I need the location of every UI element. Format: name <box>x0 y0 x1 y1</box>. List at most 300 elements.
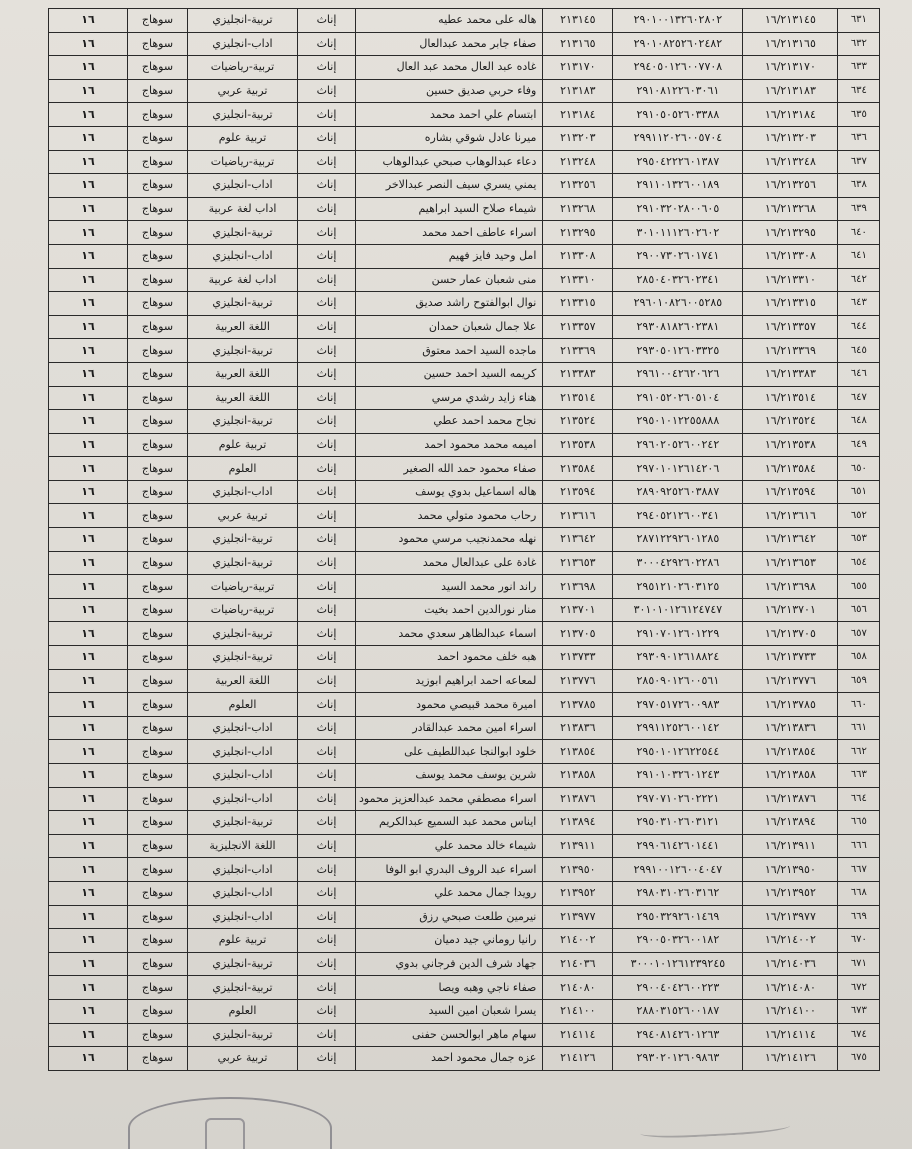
row-number-cell: ٦٥٨ <box>838 646 880 670</box>
row-number-cell: ٦٣٢ <box>838 32 880 56</box>
table-row <box>49 244 880 268</box>
governorate-cell: سوهاج <box>128 410 188 434</box>
gender-cell: إناث <box>298 457 356 481</box>
seat-number-cell: ١٦/٢١٣١٦٥ <box>743 32 838 56</box>
gender-cell: إناث <box>298 881 356 905</box>
table-row <box>49 858 880 882</box>
seat-number-cell: ١٦/٢١٣٦٩٨ <box>743 575 838 599</box>
grade-cell: ١٦ <box>49 386 128 410</box>
row-number-cell: ٦٧٠ <box>838 929 880 953</box>
department-cell: تربية-انجليزي <box>188 103 298 127</box>
row-number-cell: ٦٣٩ <box>838 197 880 221</box>
governorate-cell: سوهاج <box>128 103 188 127</box>
gender-cell: إناث <box>298 339 356 363</box>
national-id-cell: ٢٩٨٠٣١٠٢٦٠٣١٦٢ <box>613 881 743 905</box>
code-cell: ٢١٣٣٨٣ <box>543 362 613 386</box>
name-cell: راند انور محمد السيد <box>356 575 543 599</box>
department-cell: تربية علوم <box>188 126 298 150</box>
department-cell: العلوم <box>188 693 298 717</box>
gender-cell: إناث <box>298 646 356 670</box>
row-number-cell: ٦٣٦ <box>838 126 880 150</box>
code-cell: ٢١٣٥٨٤ <box>543 457 613 481</box>
seat-number-cell: ١٦/٢١٣٧٠٥ <box>743 622 838 646</box>
row-number-cell: ٦٧٥ <box>838 1047 880 1071</box>
code-cell: ٢١٣٧٣٣ <box>543 646 613 670</box>
seat-number-cell: ١٦/٢١٣٧٨٥ <box>743 693 838 717</box>
grade-cell: ١٦ <box>49 79 128 103</box>
table-row <box>49 598 880 622</box>
gender-cell: إناث <box>298 480 356 504</box>
row-number-cell: ٦٦٦ <box>838 834 880 858</box>
department-cell: تربية عربي <box>188 1047 298 1071</box>
department-cell: العلوم <box>188 999 298 1023</box>
row-number-cell: ٦٥٦ <box>838 598 880 622</box>
national-id-cell: ٢٩٩١٠٠١٢٦٠٠٤٠٤٧ <box>613 858 743 882</box>
national-id-cell: ٢٩٥٠٣١٠٢٦٠٣١٢١ <box>613 811 743 835</box>
grade-cell: ١٦ <box>49 1023 128 1047</box>
name-cell: كريمه السيد احمد حسين <box>356 362 543 386</box>
gender-cell: إناث <box>298 551 356 575</box>
national-id-cell: ٢٩٠٠٧٣٠٢٦٠١٧٤١ <box>613 244 743 268</box>
gender-cell: إناث <box>298 787 356 811</box>
row-number-cell: ٦٦٥ <box>838 811 880 835</box>
national-id-cell: ٢٩٧٠٧١٠٢٦٠٢٢٢١ <box>613 787 743 811</box>
department-cell: اداب-انجليزي <box>188 764 298 788</box>
seat-number-cell: ١٦/٢١٣٣٨٣ <box>743 362 838 386</box>
grade-cell: ١٦ <box>49 150 128 174</box>
gender-cell: إناث <box>298 598 356 622</box>
table-row <box>49 787 880 811</box>
governorate-cell: سوهاج <box>128 528 188 552</box>
governorate-cell: سوهاج <box>128 646 188 670</box>
seat-number-cell: ١٦/٢١٣٧٧٦ <box>743 669 838 693</box>
table-row <box>49 999 880 1023</box>
department-cell: تربية-انجليزي <box>188 976 298 1000</box>
gender-cell: إناث <box>298 386 356 410</box>
table-row <box>49 362 880 386</box>
name-cell: سهام ماهر ابوالحسن حفنى <box>356 1023 543 1047</box>
department-cell: تربية-انجليزي <box>188 221 298 245</box>
grade-cell: ١٦ <box>49 362 128 386</box>
table-row <box>49 622 880 646</box>
code-cell: ٢١٣٥٩٤ <box>543 480 613 504</box>
code-cell: ٢١٣٢٦٨ <box>543 197 613 221</box>
row-number-cell: ٦٧٤ <box>838 1023 880 1047</box>
national-id-cell: ٢٩١١٠١٣٢٦٠٠١٨٩ <box>613 174 743 198</box>
row-number-cell: ٦٦٠ <box>838 693 880 717</box>
name-cell: غادة على عبدالعال محمد <box>356 551 543 575</box>
row-number-cell: ٦٤٢ <box>838 268 880 292</box>
code-cell: ٢١٤٠٨٠ <box>543 976 613 1000</box>
governorate-cell: سوهاج <box>128 197 188 221</box>
governorate-cell: سوهاج <box>128 504 188 528</box>
name-cell: هناء زايد رشدي مرسي <box>356 386 543 410</box>
table-row <box>49 315 880 339</box>
code-cell: ٢١٣٩١١ <box>543 834 613 858</box>
gender-cell: إناث <box>298 764 356 788</box>
grade-cell: ١٦ <box>49 339 128 363</box>
row-number-cell: ٦٧٢ <box>838 976 880 1000</box>
code-cell: ٢١٣٦١٦ <box>543 504 613 528</box>
department-cell: اللغة العربية <box>188 669 298 693</box>
gender-cell: إناث <box>298 999 356 1023</box>
row-number-cell: ٦٦١ <box>838 716 880 740</box>
national-id-cell: ٢٩٠٠٥٠٣٢٦٠٠١٨٢ <box>613 929 743 953</box>
department-cell: تربية-انجليزي <box>188 1023 298 1047</box>
gender-cell: إناث <box>298 150 356 174</box>
table-row <box>49 79 880 103</box>
seat-number-cell: ١٦/٢١٣٣٠٨ <box>743 244 838 268</box>
row-number-cell: ٦٦٤ <box>838 787 880 811</box>
national-id-cell: ٢٩٤٠٥٠١٢٦٠٠٧٧٠٨ <box>613 56 743 80</box>
governorate-cell: سوهاج <box>128 693 188 717</box>
table-row <box>49 716 880 740</box>
name-cell: اميمه محمد محمود احمد <box>356 433 543 457</box>
gender-cell: إناث <box>298 575 356 599</box>
seat-number-cell: ١٦/٢١٣١٧٠ <box>743 56 838 80</box>
signature <box>640 1116 791 1140</box>
name-cell: ماجده السيد احمد معتوق <box>356 339 543 363</box>
national-id-cell: ٢٨٩٠٩٢٥٢٦٠٣٨٨٧ <box>613 480 743 504</box>
code-cell: ٢١٤٠٠٢ <box>543 929 613 953</box>
grade-cell: ١٦ <box>49 56 128 80</box>
grade-cell: ١٦ <box>49 221 128 245</box>
governorate-cell: سوهاج <box>128 811 188 835</box>
table-row <box>49 952 880 976</box>
governorate-cell: سوهاج <box>128 669 188 693</box>
national-id-cell: ٢٨٥٠٩٠١٢٦٠٠٥٦١ <box>613 669 743 693</box>
table-row <box>49 669 880 693</box>
governorate-cell: سوهاج <box>128 174 188 198</box>
code-cell: ٢١٣٢٤٨ <box>543 150 613 174</box>
governorate-cell: سوهاج <box>128 881 188 905</box>
table-row <box>49 834 880 858</box>
row-number-cell: ٦٦٣ <box>838 764 880 788</box>
governorate-cell: سوهاج <box>128 292 188 316</box>
gender-cell: إناث <box>298 834 356 858</box>
grade-cell: ١٦ <box>49 126 128 150</box>
code-cell: ٢١٣١٨٣ <box>543 79 613 103</box>
code-cell: ٢١٣٩٥٢ <box>543 881 613 905</box>
seat-number-cell: ١٦/٢١٣٩٧٧ <box>743 905 838 929</box>
department-cell: تربية عربي <box>188 504 298 528</box>
governorate-cell: سوهاج <box>128 1047 188 1071</box>
gender-cell: إناث <box>298 504 356 528</box>
grade-cell: ١٦ <box>49 32 128 56</box>
code-cell: ٢١٣١٤٥ <box>543 9 613 33</box>
national-id-cell: ٣٠١٠١٠١٢٦١٢٤٧٤٧ <box>613 598 743 622</box>
seat-number-cell: ١٦/٢١٣٦٤٢ <box>743 528 838 552</box>
grade-cell: ١٦ <box>49 410 128 434</box>
code-cell: ٢١٣٢٠٣ <box>543 126 613 150</box>
grade-cell: ١٦ <box>49 834 128 858</box>
table-row <box>49 197 880 221</box>
national-id-cell: ٢٩٦١٠٠٤٢٦٢٠٦٢٦ <box>613 362 743 386</box>
seat-number-cell: ١٦/٢١٤٠٣٦ <box>743 952 838 976</box>
name-cell: يسرا شعبان امين السيد <box>356 999 543 1023</box>
grade-cell: ١٦ <box>49 952 128 976</box>
national-id-cell: ٢٩٥٠٣٢٩٢٦٠١٤٦٩ <box>613 905 743 929</box>
grade-cell: ١٦ <box>49 646 128 670</box>
grade-cell: ١٦ <box>49 881 128 905</box>
row-number-cell: ٦٧١ <box>838 952 880 976</box>
governorate-cell: سوهاج <box>128 315 188 339</box>
seat-number-cell: ١٦/٢١٣٨٩٤ <box>743 811 838 835</box>
table-row <box>49 339 880 363</box>
department-cell: اللغة الانجليزية <box>188 834 298 858</box>
governorate-cell: سوهاج <box>128 716 188 740</box>
code-cell: ٢١٤٠٣٦ <box>543 952 613 976</box>
national-id-cell: ٢٩١٠٥٠٥٢٦٠٣٣٨٨ <box>613 103 743 127</box>
governorate-cell: سوهاج <box>128 976 188 1000</box>
table-row <box>49 1023 880 1047</box>
grade-cell: ١٦ <box>49 622 128 646</box>
name-cell: خلود ابوالنجا عبداللطيف على <box>356 740 543 764</box>
table-row <box>49 56 880 80</box>
seat-number-cell: ١٦/٢١٣٨٣٦ <box>743 716 838 740</box>
table-row <box>49 976 880 1000</box>
department-cell: اداب-انجليزي <box>188 244 298 268</box>
row-number-cell: ٦٦٩ <box>838 905 880 929</box>
table-row <box>49 150 880 174</box>
gender-cell: إناث <box>298 56 356 80</box>
name-cell: غاده عبد العال محمد عبد العال <box>356 56 543 80</box>
governorate-cell: سوهاج <box>128 999 188 1023</box>
department-cell: تربية-انجليزي <box>188 292 298 316</box>
governorate-cell: سوهاج <box>128 268 188 292</box>
grade-cell: ١٦ <box>49 433 128 457</box>
national-id-cell: ٢٩٣٠٩٠١٢٦١٨٨٢٤ <box>613 646 743 670</box>
seat-number-cell: ١٦/٢١٤١٠٠ <box>743 999 838 1023</box>
name-cell: شيماء صلاح السيد ابراهيم <box>356 197 543 221</box>
code-cell: ٢١٤١٢٦ <box>543 1047 613 1071</box>
governorate-cell: سوهاج <box>128 622 188 646</box>
department-cell: اداب-انجليزي <box>188 740 298 764</box>
national-id-cell: ٢٩٥٠٤٢٢٢٦٠١٣٨٧ <box>613 150 743 174</box>
grade-cell: ١٦ <box>49 1047 128 1071</box>
table-row <box>49 905 880 929</box>
code-cell: ٢١٤١٠٠ <box>543 999 613 1023</box>
grade-cell: ١٦ <box>49 528 128 552</box>
seat-number-cell: ١٦/٢١٣٩٥٠ <box>743 858 838 882</box>
row-number-cell: ٦٣١ <box>838 9 880 33</box>
gender-cell: إناث <box>298 693 356 717</box>
department-cell: تربية-انجليزي <box>188 952 298 976</box>
gender-cell: إناث <box>298 9 356 33</box>
gender-cell: إناث <box>298 740 356 764</box>
table-row <box>49 504 880 528</box>
gender-cell: إناث <box>298 622 356 646</box>
row-number-cell: ٦٥٢ <box>838 504 880 528</box>
row-number-cell: ٦٤٠ <box>838 221 880 245</box>
governorate-cell: سوهاج <box>128 362 188 386</box>
gender-cell: إناث <box>298 103 356 127</box>
national-id-cell: ٢٩٥١٢١٠٢٦٠٣١٢٥ <box>613 575 743 599</box>
table-row <box>49 1047 880 1071</box>
name-cell: صفاء محمود حمد الله الصغير <box>356 457 543 481</box>
table-row <box>49 457 880 481</box>
department-cell: اللغة العربية <box>188 386 298 410</box>
grade-cell: ١٦ <box>49 268 128 292</box>
table-row <box>49 174 880 198</box>
row-number-cell: ٦٥٤ <box>838 551 880 575</box>
code-cell: ٢١٣٨٣٦ <box>543 716 613 740</box>
seat-number-cell: ١٦/٢١٣١٨٤ <box>743 103 838 127</box>
table-row <box>49 646 880 670</box>
national-id-cell: ٢٩١٠٣٢٠٢٨٠٠٦٠٥ <box>613 197 743 221</box>
governorate-cell: سوهاج <box>128 858 188 882</box>
grade-cell: ١٦ <box>49 480 128 504</box>
department-cell: اداب-انجليزي <box>188 716 298 740</box>
grade-cell: ١٦ <box>49 598 128 622</box>
grade-cell: ١٦ <box>49 740 128 764</box>
gender-cell: إناث <box>298 174 356 198</box>
national-id-cell: ٢٩٩١١٢٥٢٦٠٠١٤٢ <box>613 716 743 740</box>
grade-cell: ١٦ <box>49 787 128 811</box>
grade-cell: ١٦ <box>49 811 128 835</box>
table-row <box>49 929 880 953</box>
code-cell: ٢١٣٨٧٦ <box>543 787 613 811</box>
name-cell: هاله اسماعيل بدوي يوسف <box>356 480 543 504</box>
code-cell: ٢١٣٥٢٤ <box>543 410 613 434</box>
national-id-cell: ٢٩٠٠٤٠٤٢٦٠٠٢٢٣ <box>613 976 743 1000</box>
grade-cell: ١٦ <box>49 693 128 717</box>
name-cell: هاله على محمد عطيه <box>356 9 543 33</box>
governorate-cell: سوهاج <box>128 929 188 953</box>
name-cell: شرين يوسف محمد يوسف <box>356 764 543 788</box>
department-cell: اداب-انجليزي <box>188 858 298 882</box>
governorate-cell: سوهاج <box>128 9 188 33</box>
department-cell: تربية-رياضيات <box>188 56 298 80</box>
gender-cell: إناث <box>298 1023 356 1047</box>
name-cell: نيرمين طلعت صبحي رزق <box>356 905 543 929</box>
seat-number-cell: ١٦/٢١٣٥١٤ <box>743 386 838 410</box>
seat-number-cell: ١٦/٢١٣٨٧٦ <box>743 787 838 811</box>
code-cell: ٢١٣١٨٤ <box>543 103 613 127</box>
name-cell: علا جمال شعبان حمدان <box>356 315 543 339</box>
seat-number-cell: ١٦/٢١٣٣١٥ <box>743 292 838 316</box>
seat-number-cell: ١٦/٢١٣٢٥٦ <box>743 174 838 198</box>
table-row <box>49 693 880 717</box>
row-number-cell: ٦٦٧ <box>838 858 880 882</box>
department-cell: العلوم <box>188 457 298 481</box>
name-cell: رحاب محمود متولي محمد <box>356 504 543 528</box>
seat-number-cell: ١٦/٢١٣١٤٥ <box>743 9 838 33</box>
national-id-cell: ٢٩٤٠٥٢١٢٦٠٠٣٤١ <box>613 504 743 528</box>
department-cell: اداب-انجليزي <box>188 905 298 929</box>
table-row <box>49 480 880 504</box>
code-cell: ٢١٣١٧٠ <box>543 56 613 80</box>
national-id-cell: ٢٩١٠١٠٣٢٦٠١٢٤٣ <box>613 764 743 788</box>
row-number-cell: ٦٤٣ <box>838 292 880 316</box>
grade-cell: ١٦ <box>49 858 128 882</box>
grade-cell: ١٦ <box>49 905 128 929</box>
national-id-cell: ٢٩٦٠١٠٨٢٦٠٠٥٢٨٥ <box>613 292 743 316</box>
grade-cell: ١٦ <box>49 764 128 788</box>
department-cell: تربية-انجليزي <box>188 9 298 33</box>
name-cell: اسراء مصطفي محمد عبدالعزيز محمود <box>356 787 543 811</box>
governorate-cell: سوهاج <box>128 787 188 811</box>
row-number-cell: ٦٥١ <box>838 480 880 504</box>
governorate-cell: سوهاج <box>128 433 188 457</box>
name-cell: هبه خلف محمود احمد <box>356 646 543 670</box>
national-id-cell: ٢٨٧١٢٢٩٢٦٠١٢٨٥ <box>613 528 743 552</box>
department-cell: تربية-انجليزي <box>188 622 298 646</box>
code-cell: ٢١٣٧٠٥ <box>543 622 613 646</box>
table-row <box>49 292 880 316</box>
row-number-cell: ٦٦٨ <box>838 881 880 905</box>
department-cell: تربية علوم <box>188 433 298 457</box>
gender-cell: إناث <box>298 929 356 953</box>
governorate-cell: سوهاج <box>128 551 188 575</box>
governorate-cell: سوهاج <box>128 386 188 410</box>
national-id-cell: ٢٩٥٠١٠١٢٦٢٢٥٤٤ <box>613 740 743 764</box>
department-cell: تربية-انجليزي <box>188 528 298 552</box>
grade-cell: ١٦ <box>49 315 128 339</box>
department-cell: اداب-انجليزي <box>188 174 298 198</box>
national-id-cell: ٢٨٨٠٣١٥٢٦٠٠١٨٧ <box>613 999 743 1023</box>
seat-number-cell: ١٦/٢١٣٢٦٨ <box>743 197 838 221</box>
table-row <box>49 221 880 245</box>
seat-number-cell: ١٦/٢١٣٥٨٤ <box>743 457 838 481</box>
table-row <box>49 551 880 575</box>
department-cell: تربية-انجليزي <box>188 551 298 575</box>
table-row <box>49 126 880 150</box>
code-cell: ٢١٣٣٥٧ <box>543 315 613 339</box>
name-cell: اسماء عبدالظاهر سعدي محمد <box>356 622 543 646</box>
name-cell: صفاء جابر محمد عبدالعال <box>356 32 543 56</box>
national-id-cell: ٢٩٦٠٢٠٥٢٦٠٠٢٤٢ <box>613 433 743 457</box>
gender-cell: إناث <box>298 905 356 929</box>
seat-number-cell: ١٦/٢١٣٦١٦ <box>743 504 838 528</box>
national-id-cell: ٢٩٣٠٨١٨٢٦٠٢٣٨١ <box>613 315 743 339</box>
row-number-cell: ٦٤٦ <box>838 362 880 386</box>
gender-cell: إناث <box>298 197 356 221</box>
row-number-cell: ٦٥٣ <box>838 528 880 552</box>
table-row <box>49 881 880 905</box>
name-cell: اسراء عاطف احمد محمد <box>356 221 543 245</box>
row-number-cell: ٦٥٥ <box>838 575 880 599</box>
gender-cell: إناث <box>298 952 356 976</box>
name-cell: منى شعبان عمار حسن <box>356 268 543 292</box>
table-row <box>49 433 880 457</box>
stamp-emblem-icon <box>205 1118 245 1149</box>
department-cell: اللغة العربية <box>188 362 298 386</box>
national-id-cell: ٢٩٣٠٥٠١٢٦٠٣٣٢٥ <box>613 339 743 363</box>
row-number-cell: ٦٥٧ <box>838 622 880 646</box>
code-cell: ٢١٣٨٥٤ <box>543 740 613 764</box>
gender-cell: إناث <box>298 126 356 150</box>
seat-number-cell: ١٦/٢١٣٩٥٢ <box>743 881 838 905</box>
name-cell: دعاء عبدالوهاب صبحي عبدالوهاب <box>356 150 543 174</box>
name-cell: ايناس محمد عبد السميع عبدالكريم <box>356 811 543 835</box>
name-cell: نوال ابوالفتوح راشد صديق <box>356 292 543 316</box>
department-cell: تربية-انجليزي <box>188 410 298 434</box>
table-row <box>49 410 880 434</box>
row-number-cell: ٦٣٤ <box>838 79 880 103</box>
grade-cell: ١٦ <box>49 9 128 33</box>
department-cell: اداب-انجليزي <box>188 787 298 811</box>
seat-number-cell: ١٦/٢١٣٣٥٧ <box>743 315 838 339</box>
code-cell: ٢١٣٩٧٧ <box>543 905 613 929</box>
gender-cell: إناث <box>298 433 356 457</box>
department-cell: اللغة العربية <box>188 315 298 339</box>
table-row <box>49 268 880 292</box>
governorate-cell: سوهاج <box>128 952 188 976</box>
code-cell: ٢١٣١٦٥ <box>543 32 613 56</box>
gender-cell: إناث <box>298 858 356 882</box>
national-id-cell: ٣٠٠٠٤٢٩٢٦٠٢٢٨٦ <box>613 551 743 575</box>
